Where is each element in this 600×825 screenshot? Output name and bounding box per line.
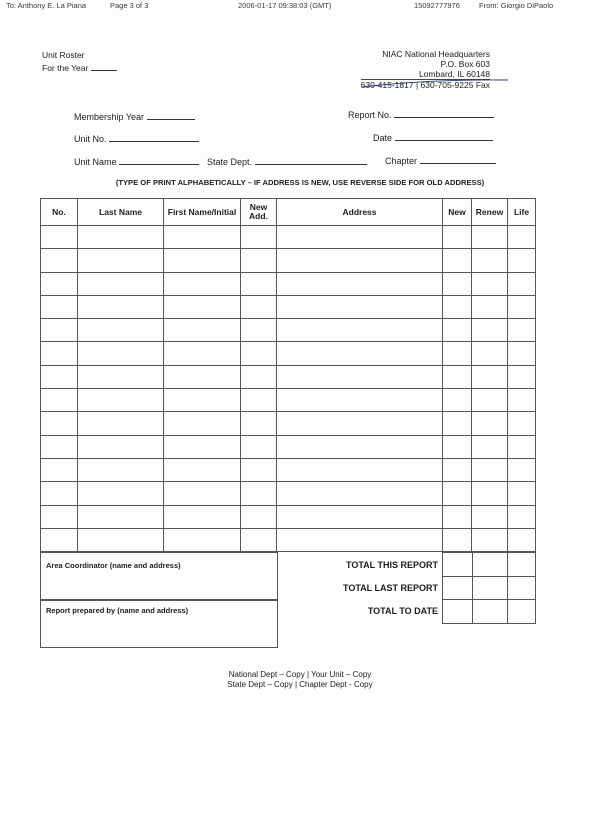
cell-first-name[interactable] xyxy=(164,482,241,505)
table-row xyxy=(41,342,536,365)
cell-first-name[interactable] xyxy=(164,319,241,342)
col-header-new-add: New Add. xyxy=(241,199,277,226)
cell-renew[interactable] xyxy=(472,389,508,412)
cell-no[interactable] xyxy=(41,319,78,342)
cell-renew[interactable] xyxy=(472,435,508,458)
state-dept-field[interactable]: State Dept. xyxy=(207,155,367,167)
table-header-row xyxy=(41,199,536,226)
cell-new-add[interactable] xyxy=(241,272,277,295)
cell-address[interactable] xyxy=(277,226,443,249)
footer-line-2: State Dept – Copy | Chapter Dept - Copy xyxy=(227,680,373,689)
cell-address[interactable] xyxy=(277,319,443,342)
table-row xyxy=(41,249,536,272)
cell-new-add[interactable] xyxy=(241,482,277,505)
roster-year-blank[interactable] xyxy=(91,61,117,71)
cell-first-name[interactable] xyxy=(164,342,241,365)
cell-new[interactable] xyxy=(443,482,472,505)
roster-body xyxy=(41,226,536,552)
cell-new-add[interactable] xyxy=(241,319,277,342)
cell-new-add[interactable] xyxy=(241,365,277,388)
cell-no[interactable] xyxy=(41,412,78,435)
cell-last-name[interactable] xyxy=(78,528,164,551)
cell-new[interactable] xyxy=(443,226,472,249)
date-field[interactable]: Date xyxy=(373,131,493,143)
fax-datetime: 2006-01-17 09:38:03 (GMT) xyxy=(238,1,332,10)
cell-new[interactable] xyxy=(443,295,472,318)
report-no-field[interactable]: Report No. xyxy=(348,108,494,120)
col-header-renew: Renew xyxy=(472,199,508,226)
cell-life[interactable] xyxy=(508,412,536,435)
cell-new[interactable] xyxy=(443,458,472,481)
cell-new[interactable] xyxy=(443,435,472,458)
cell-renew[interactable] xyxy=(472,226,508,249)
hq-box: P.O. Box 603 xyxy=(440,59,490,69)
cell-renew[interactable] xyxy=(472,365,508,388)
cell-last-name[interactable] xyxy=(78,226,164,249)
cell-life[interactable] xyxy=(508,319,536,342)
membership-year-field[interactable]: Membership Year xyxy=(74,110,195,122)
cell-first-name[interactable] xyxy=(164,412,241,435)
cell-address[interactable] xyxy=(277,482,443,505)
cell-new-add[interactable] xyxy=(241,412,277,435)
cell-new-add[interactable] xyxy=(241,295,277,318)
cell-new[interactable] xyxy=(443,342,472,365)
cell-address[interactable] xyxy=(277,505,443,528)
totals-grid xyxy=(442,552,536,624)
cell-last-name[interactable] xyxy=(78,482,164,505)
cell-no[interactable] xyxy=(41,528,78,551)
hq-underline-swoosh xyxy=(360,78,510,90)
cell-last-name[interactable] xyxy=(78,412,164,435)
cell-first-name[interactable] xyxy=(164,226,241,249)
cell-no[interactable] xyxy=(41,295,78,318)
cell-life[interactable] xyxy=(508,342,536,365)
roster-title: Unit Roster xyxy=(42,50,85,60)
cell-first-name[interactable] xyxy=(164,295,241,318)
cell-new[interactable] xyxy=(443,412,472,435)
cell-new[interactable] xyxy=(443,249,472,272)
cell-life[interactable] xyxy=(508,505,536,528)
cell-renew[interactable] xyxy=(472,412,508,435)
footer xyxy=(0,670,600,690)
cell-new-add[interactable] xyxy=(241,342,277,365)
cell-address[interactable] xyxy=(277,272,443,295)
cell-address[interactable] xyxy=(277,249,443,272)
col-header-first-name: First Name/Initial xyxy=(164,199,241,226)
footer-line-1: National Dept – Copy | Your Unit – Copy xyxy=(228,670,372,679)
cell-no[interactable] xyxy=(41,365,78,388)
hq-name: NIAC National Headquarters xyxy=(382,49,490,59)
hq-phone: 630-415-1817 | 630-705-9225 Fax xyxy=(360,80,490,90)
cell-no[interactable] xyxy=(41,342,78,365)
col-header-no: No. xyxy=(41,199,78,226)
cell-last-name[interactable] xyxy=(78,295,164,318)
table-row xyxy=(41,319,536,342)
cell-renew[interactable] xyxy=(472,249,508,272)
cell-new-add[interactable] xyxy=(241,505,277,528)
total-last-report-label: TOTAL LAST REPORT xyxy=(342,583,438,593)
cell-no[interactable] xyxy=(41,249,78,272)
cell-no[interactable] xyxy=(41,272,78,295)
cell-address[interactable] xyxy=(277,342,443,365)
cell-address[interactable] xyxy=(277,458,443,481)
cell-new[interactable] xyxy=(443,389,472,412)
cell-new[interactable] xyxy=(443,505,472,528)
cell-no[interactable] xyxy=(41,389,78,412)
cell-last-name[interactable] xyxy=(78,319,164,342)
cell-no[interactable] xyxy=(41,226,78,249)
cell-last-name[interactable] xyxy=(78,365,164,388)
total-to-date-label: TOTAL TO DATE xyxy=(367,606,438,616)
cell-first-name[interactable] xyxy=(164,435,241,458)
cell-last-name[interactable] xyxy=(78,389,164,412)
cell-renew[interactable] xyxy=(472,482,508,505)
cell-new[interactable] xyxy=(443,528,472,551)
cell-last-name[interactable] xyxy=(78,505,164,528)
cell-new-add[interactable] xyxy=(241,458,277,481)
cell-renew[interactable] xyxy=(472,272,508,295)
cell-renew[interactable] xyxy=(472,319,508,342)
roster-table xyxy=(40,198,536,552)
fax-number: 15092777976 xyxy=(414,1,460,10)
area-coordinator-box[interactable] xyxy=(40,552,278,601)
cell-new-add[interactable] xyxy=(241,528,277,551)
roster-year-label: For the Year xyxy=(42,61,117,74)
cell-new[interactable] xyxy=(443,365,472,388)
unit-name-field[interactable]: Unit Name xyxy=(74,155,199,167)
cell-first-name[interactable] xyxy=(164,528,241,551)
col-header-address: Address xyxy=(277,199,443,226)
cell-life[interactable] xyxy=(508,295,536,318)
cell-no[interactable] xyxy=(41,482,78,505)
cell-renew[interactable] xyxy=(472,458,508,481)
table-row xyxy=(41,505,536,528)
cell-first-name[interactable] xyxy=(164,249,241,272)
cell-life[interactable] xyxy=(508,226,536,249)
fax-from: From: Giorgio DiPaolo xyxy=(479,1,554,10)
table-row xyxy=(41,528,536,551)
cell-last-name[interactable] xyxy=(78,435,164,458)
cell-last-name[interactable] xyxy=(78,249,164,272)
cell-address[interactable] xyxy=(277,389,443,412)
cell-life[interactable] xyxy=(508,365,536,388)
cell-life[interactable] xyxy=(508,528,536,551)
cell-first-name[interactable] xyxy=(164,458,241,481)
prepared-by-label: Report prepared by (name and address) xyxy=(46,606,189,615)
col-header-life: Life xyxy=(508,199,536,226)
cell-last-name[interactable] xyxy=(78,458,164,481)
table-row xyxy=(41,389,536,412)
fax-to: To: Anthony E. La Piana xyxy=(6,1,87,10)
cell-first-name[interactable] xyxy=(164,389,241,412)
table-row xyxy=(41,226,536,249)
cell-no[interactable] xyxy=(41,505,78,528)
cell-life[interactable] xyxy=(508,389,536,412)
cell-no[interactable] xyxy=(41,435,78,458)
cell-new-add[interactable] xyxy=(241,226,277,249)
cell-first-name[interactable] xyxy=(164,365,241,388)
cell-new-add[interactable] xyxy=(241,389,277,412)
cell-address[interactable] xyxy=(277,412,443,435)
cell-renew[interactable] xyxy=(472,528,508,551)
table-row xyxy=(41,365,536,388)
table-row xyxy=(41,272,536,295)
cell-first-name[interactable] xyxy=(164,505,241,528)
cell-life[interactable] xyxy=(508,249,536,272)
cell-new[interactable] xyxy=(443,272,472,295)
instruction-text: (TYPE OF PRINT ALPHABETICALLY – IF ADDRESS IS NEW, USE REVERSE SIDE FOR OLD ADDRESS) xyxy=(115,178,485,187)
cell-renew[interactable] xyxy=(472,342,508,365)
cell-new[interactable] xyxy=(443,319,472,342)
cell-renew[interactable] xyxy=(472,295,508,318)
table-row xyxy=(41,412,536,435)
cell-renew[interactable] xyxy=(472,505,508,528)
cell-last-name[interactable] xyxy=(78,272,164,295)
area-coordinator-label: Area Coordinator (name and address) xyxy=(46,561,181,570)
cell-new-add[interactable] xyxy=(241,249,277,272)
prepared-by-box[interactable] xyxy=(40,599,278,648)
col-header-last-name: Last Name xyxy=(78,199,164,226)
cell-address[interactable] xyxy=(277,528,443,551)
cell-life[interactable] xyxy=(508,272,536,295)
cell-life[interactable] xyxy=(508,482,536,505)
hq-city: Lombard, IL 60148 xyxy=(418,69,490,79)
unit-no-field[interactable]: Unit No. xyxy=(74,132,199,144)
fax-page: Page 3 of 3 xyxy=(110,1,149,10)
col-header-new: New xyxy=(443,199,472,226)
cell-life[interactable] xyxy=(508,435,536,458)
cell-first-name[interactable] xyxy=(164,272,241,295)
chapter-field[interactable]: Chapter xyxy=(385,154,496,166)
total-this-report-label: TOTAL THIS REPORT xyxy=(345,560,438,570)
table-row xyxy=(41,458,536,481)
cell-new-add[interactable] xyxy=(241,435,277,458)
cell-address[interactable] xyxy=(277,295,443,318)
table-row xyxy=(41,435,536,458)
table-row xyxy=(41,295,536,318)
cell-life[interactable] xyxy=(508,458,536,481)
cell-address[interactable] xyxy=(277,365,443,388)
cell-no[interactable] xyxy=(41,458,78,481)
cell-last-name[interactable] xyxy=(78,342,164,365)
table-row xyxy=(41,482,536,505)
cell-address[interactable] xyxy=(277,435,443,458)
